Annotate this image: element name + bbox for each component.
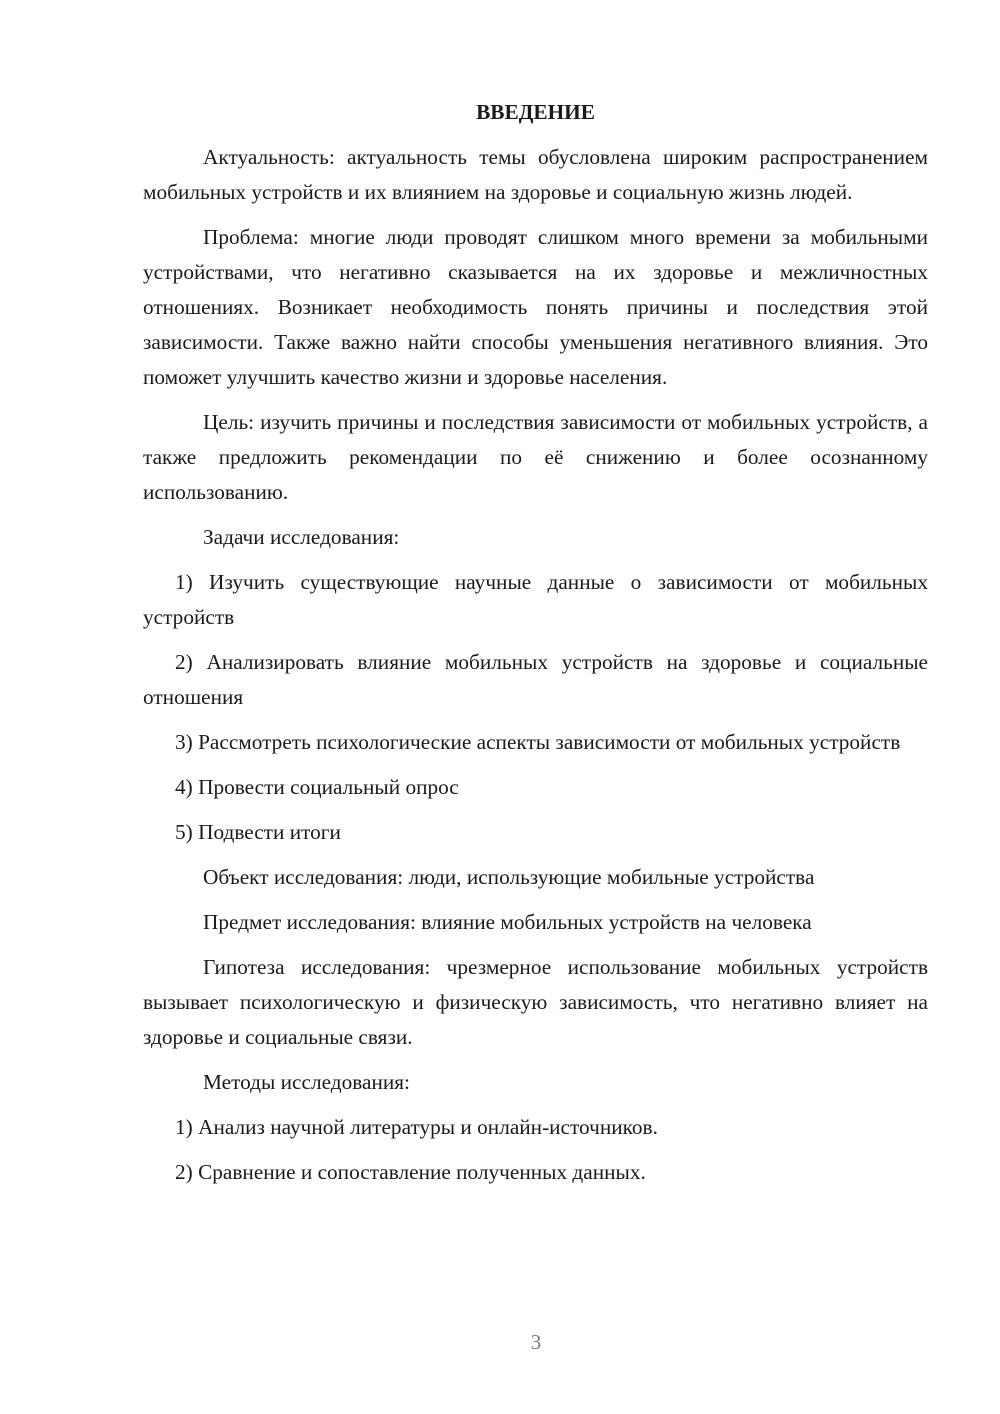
- task-item-2: 2) Анализировать влияние мобильных устройств на здоровье и социальные отношения: [143, 650, 928, 709]
- object-paragraph: Объект исследования: люди, использующие мобильные устройства: [203, 865, 815, 889]
- page-number: 3: [530, 1330, 542, 1354]
- method-item-2: 2) Сравнение и сопоставление полученных данных.: [175, 1160, 646, 1184]
- methods-heading: Методы исследования:: [203, 1070, 410, 1094]
- task-item-4: 4) Провести социальный опрос: [175, 775, 459, 799]
- problem-paragraph: Проблема: многие люди проводят слишком много времени за мобильными устройствами, что негативно сказывается на их здоровье и межличностных отношениях. Возникает необходимость понять причины и последствия этой зависимости. Также важно найти способы уменьшения негативного влияния. Это поможет улучшить качество жизни и здоровье населения.: [143, 225, 928, 389]
- method-item-1: 1) Анализ научной литературы и онлайн-источников.: [175, 1115, 658, 1139]
- goal-paragraph: Цель: изучить причины и последствия зависимости от мобильных устройств, а также предложить рекомендации по её снижению и более осознанному использованию.: [143, 410, 928, 504]
- relevance-paragraph: Актуальность: актуальность темы обусловлена широким распространением мобильных устройств и их влиянием на здоровье и социальную жизнь людей.: [143, 145, 928, 204]
- tasks-heading: Задачи исследования:: [203, 525, 400, 549]
- task-item-5: 5) Подвести итоги: [175, 820, 341, 844]
- section-title: ВВЕДЕНИЕ: [476, 100, 595, 124]
- hypothesis-paragraph: Гипотеза исследования: чрезмерное использование мобильных устройств вызывает психологическую и физическую зависимость, что негативно влияет на здоровье и социальные связи.: [143, 955, 928, 1049]
- task-item-3: 3) Рассмотреть психологические аспекты зависимости от мобильных устройств: [175, 730, 901, 754]
- task-item-1: 1) Изучить существующие научные данные о зависимости от мобильных устройств: [143, 570, 928, 629]
- document-page: [143, 95, 928, 1200]
- subject-paragraph: Предмет исследования: влияние мобильных устройств на человека: [203, 910, 812, 934]
